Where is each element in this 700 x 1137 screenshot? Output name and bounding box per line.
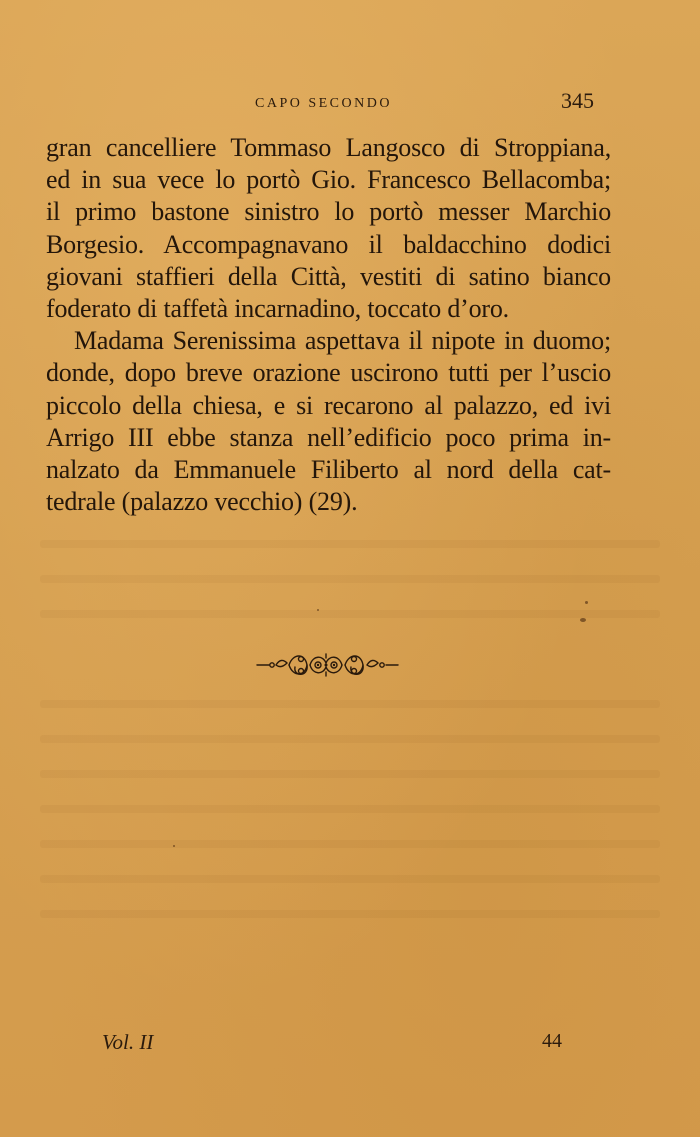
show-through-line <box>40 805 660 813</box>
show-through-line <box>40 840 660 848</box>
show-through-line <box>40 610 660 618</box>
show-through-line <box>40 700 660 708</box>
show-through-line <box>40 735 660 743</box>
text-line: piccolo della chiesa, e si recarono al palazzo, ed ivi <box>46 390 611 420</box>
paper-speck <box>585 601 588 604</box>
text-line: ed in sua vece lo portò Gio. Francesco Bellacomba; <box>46 165 611 195</box>
running-title: CAPO SECONDO <box>255 96 392 111</box>
page-number: 345 <box>561 88 594 113</box>
show-through-line <box>40 540 660 548</box>
show-through-line <box>40 770 660 778</box>
text-line: Madama Serenissima aspettava il nipote in duomo; <box>74 326 611 356</box>
show-through-line <box>40 575 660 583</box>
show-through-line <box>40 910 660 918</box>
printer-ornament-icon <box>255 648 400 682</box>
text-line: il primo bastone sinistro lo portò messer Marchio <box>46 197 611 227</box>
text-line: giovani staffieri della Città, vestiti di satino bianco <box>46 261 611 291</box>
text-line: nalzato da Emmanuele Filiberto al nord della cat- <box>46 454 611 484</box>
text-line: tedrale (palazzo vecchio) (29). <box>46 487 358 517</box>
paper-speck <box>580 618 586 622</box>
signature-mark: 44 <box>542 1030 562 1052</box>
text-line: donde, dopo breve orazione uscirono tutti per l’uscio <box>46 358 611 388</box>
text-line: gran cancelliere Tommaso Langosco di Stroppiana, <box>46 133 611 162</box>
paper-speck <box>173 845 175 847</box>
text-line: foderato di taffetà incarnadino, toccato d’oro. <box>46 293 509 323</box>
body-text <box>46 132 611 518</box>
text-line: Borgesio. Accompagnavano il baldacchino dodici <box>46 229 611 259</box>
text-line: Arrigo III ebbe stanza nell’edificio poco prima in- <box>46 422 611 452</box>
volume-label: Vol. II <box>102 1030 154 1054</box>
show-through-line <box>40 875 660 883</box>
paper-speck <box>317 609 319 611</box>
running-head <box>0 88 700 118</box>
